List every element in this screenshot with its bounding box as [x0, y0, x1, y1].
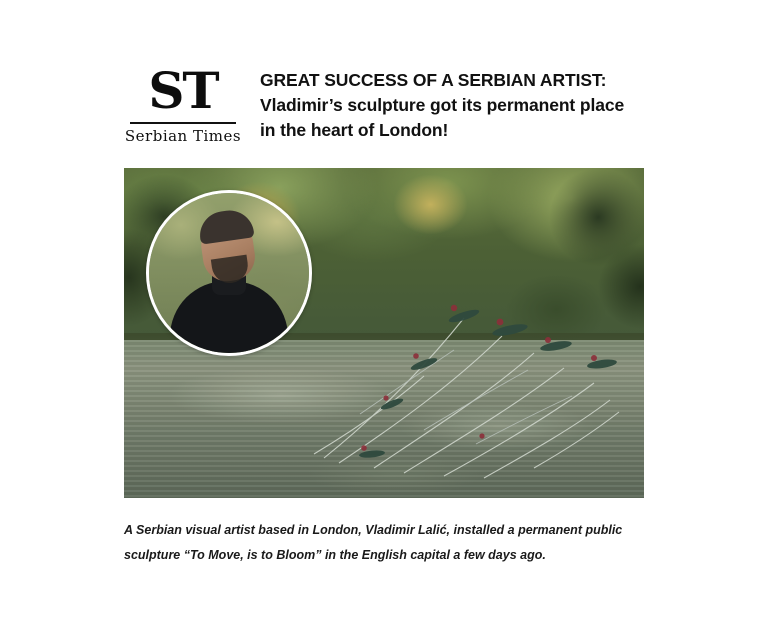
caption-line-2: sculpture “To Move, is to Bloom” in the English capital a few days ago.: [124, 548, 546, 562]
logo-monogram: ST: [148, 61, 218, 120]
headline-line-2: Vladimir’s sculpture got its permanent place: [260, 95, 625, 115]
headline-line-3: in the heart of London!: [260, 120, 449, 140]
logo-divider: [130, 122, 236, 124]
article-headline: [260, 62, 644, 143]
article-photo: [124, 168, 644, 498]
artist-portrait-inset: [146, 190, 312, 356]
photo-caption: [124, 518, 644, 568]
serbian-times-logo: [124, 62, 242, 145]
photo-scene: [124, 168, 644, 498]
caption-line-1: A Serbian visual artist based in London, Vladimir Lalić, installed a permanent public: [124, 523, 623, 537]
headline-line-1: GREAT SUCCESS OF A SERBIAN ARTIST:: [260, 70, 607, 90]
article-header: [124, 62, 644, 145]
logo-wordmark: Serbian Times: [124, 127, 242, 145]
